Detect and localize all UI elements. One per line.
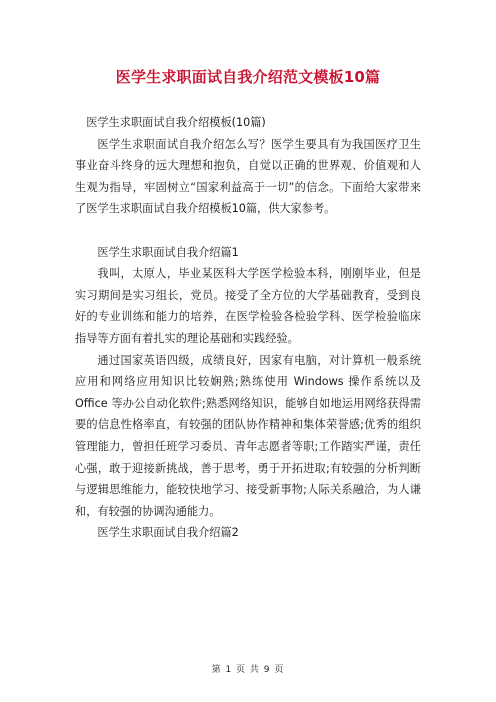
section-heading-1: 医学生求职面试自我介绍篇1 [97, 245, 239, 259]
section-heading-2: 医学生求职面试自我介绍篇2 [97, 526, 239, 540]
document-title: 医学生求职面试自我介绍范文模板10篇 [115, 68, 381, 86]
section-1-paragraph-2: 通过国家英语四级，成绩良好，因家有电脑，对计算机一般系统应用和网络应用知识比较娴熟;熟练使用 Windows 操作系统以及Office 等办公自动化软件;熟悉网络知识，能够自如地运用网络获得需要的信息性格率直，有较强的团队协作精神和集体荣誉感;优秀的组织管理能力，曾担任班学习委员、青年志愿者等职;工作踏实严谨，责任心强，敢于迎接新挑战，善于思考，勇于开拓进取;有较强的分析判断与逻辑思维能力，能较快地学习、接受新事物;人际关系融洽，为人谦和，有较强的协调沟通能力。 [75, 353, 421, 518]
document-body [75, 112, 421, 544]
document-subtitle: 医学生求职面试自我介绍模板(10篇) [86, 116, 266, 129]
section-1-paragraph-1: 我叫，太原人，毕业某医科大学医学检验本科，刚刚毕业，但是实习期间是实习组长，党员。接受了全方位的大学基础教育，受到良好的专业训练和能力的培养，在医学检验各检验学科、医学检验临床指导等方面有着扎实的理论基础和实践经验。 [75, 267, 421, 345]
intro-paragraph: 医学生求职面试自我介绍怎么写？医学生要具有为我国医疗卫生事业奋斗终身的远大理想和抱负，自觉以正确的世界观、价值观和人生观为指导，牢固树立“国家利益高于一切”的信念。下面给大家带来了医学生求职面试自我介绍模板10篇，供大家参考。 [75, 137, 421, 216]
page-number-footer: 第 1 页 共 9 页 [211, 665, 285, 675]
paragraph-spacer [75, 220, 421, 242]
